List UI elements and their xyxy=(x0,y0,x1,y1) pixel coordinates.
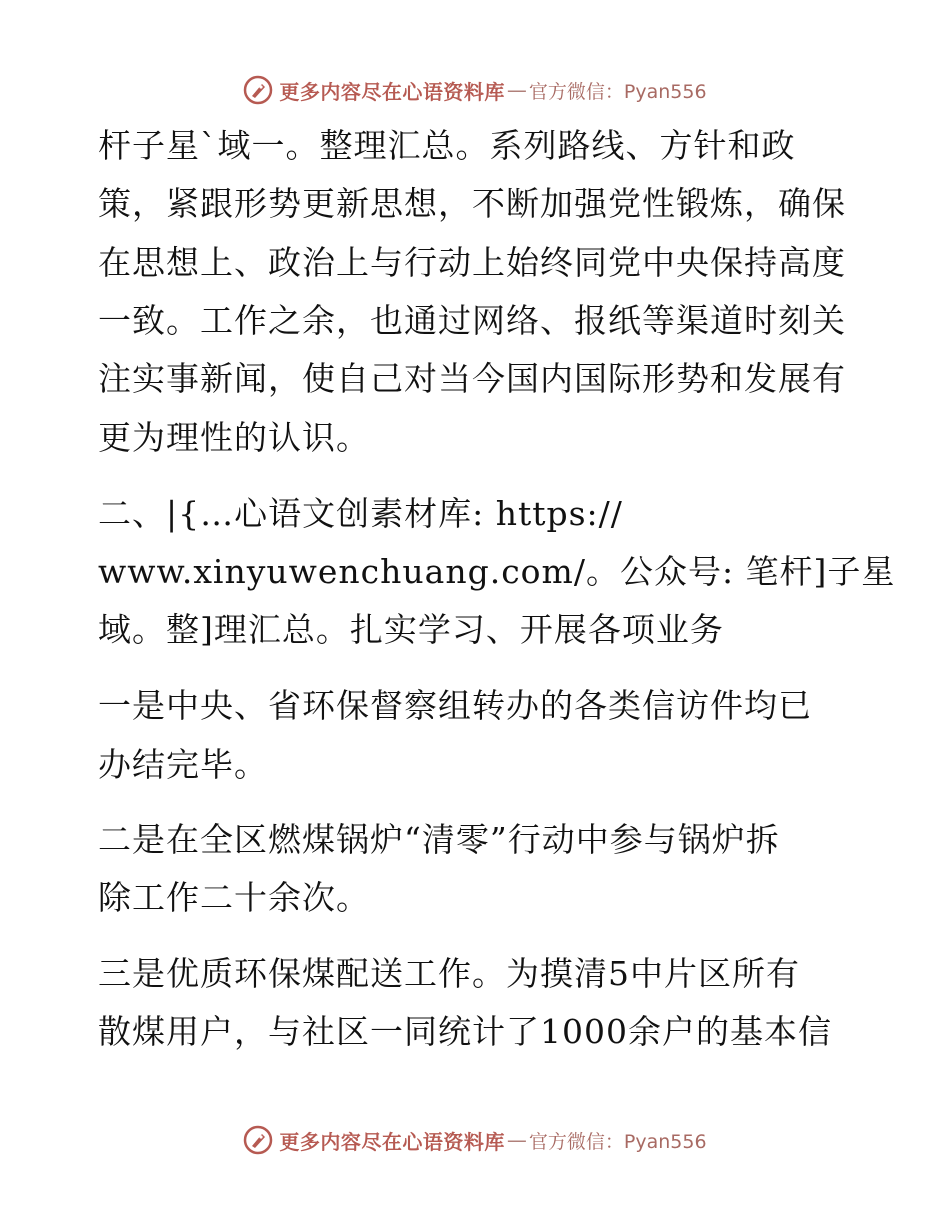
body-line: 二是在全区燃煤锅炉“清零”行动中参与锅炉拆 xyxy=(98,820,780,859)
body-line: 杆子星`域一。整理汇总。系列路线、方针和政 xyxy=(98,126,796,165)
header-text: 更多内容尽在心语资料库 xyxy=(279,79,505,104)
body-line: www.xinyuwenchuang.com/。公众号: 笔杆]子星 xyxy=(98,552,896,591)
header-subtext: 官方微信：Pyan556 xyxy=(528,80,707,103)
footer-text: 更多内容尽在心语资料库 xyxy=(279,1129,505,1154)
body-line: 一是中央、省环保督察组转办的各类信访件均已 xyxy=(98,686,812,725)
pen-nib-logo-icon xyxy=(243,75,273,105)
body-line: 策，紧跟形势更新思想，不断加强党性锻炼，确保 xyxy=(98,184,846,223)
body-line: 注实事新闻，使自己对当今国内国际形势和发展有 xyxy=(98,359,846,398)
footer-subtext: 官方微信：Pyan556 xyxy=(528,1130,707,1153)
pen-nib-logo-icon xyxy=(243,1125,273,1155)
body-line: 散煤用户，与社区一同统计了1000余户的基本信 xyxy=(98,1012,832,1051)
footer-watermark xyxy=(0,1120,950,1160)
body-line: 办结完毕。 xyxy=(98,745,268,784)
body-line: 一致。工作之余，也通过网络、报纸等渠道时刻关 xyxy=(98,301,846,340)
body-line: 三是优质环保煤配送工作。为摸清5中片区所有 xyxy=(98,954,800,993)
header-watermark xyxy=(0,70,950,110)
body-line: 域。整]理汇总。扎实学习、开展各项业务 xyxy=(98,610,724,649)
header-dash: — xyxy=(506,78,527,102)
body-line: 二、|{…心语文创素材库: https:// xyxy=(98,494,623,533)
body-line: 更为理性的认识。 xyxy=(98,418,370,457)
footer-dash: — xyxy=(506,1128,527,1152)
body-line: 在思想上、政治上与行动上始终同党中央保持高度 xyxy=(98,243,846,282)
body-line: 除工作二十余次。 xyxy=(98,878,370,917)
